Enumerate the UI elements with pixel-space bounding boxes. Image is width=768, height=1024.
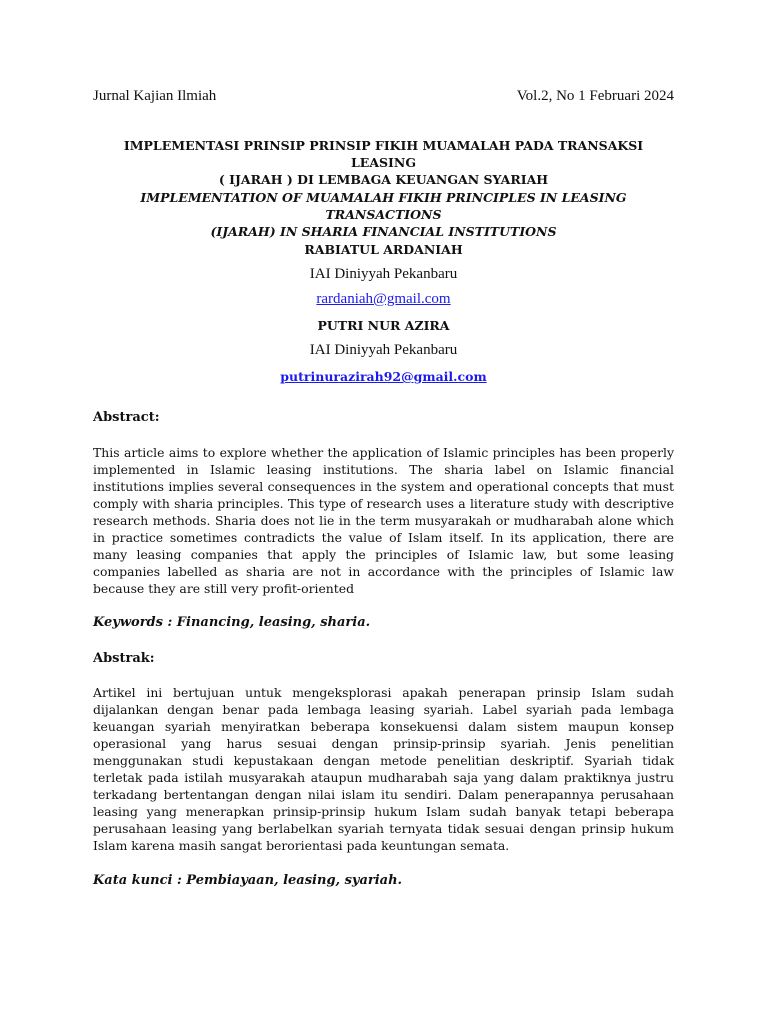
author-name-2: PUTRI NUR AZIRA — [317, 318, 450, 333]
keywords-english: Keywords : Financing, leasing, sharia. — [93, 615, 371, 630]
abstrak-heading: Abstrak: — [93, 651, 155, 666]
title-line-2: ( IJARAH ) DI LEMBAGA KEUANGAN SYARIAH — [218, 172, 549, 187]
author-email-link-1[interactable]: rardaniah@gmail.com — [316, 291, 451, 307]
author-affiliation-1: IAI Diniyyah Pekanbaru — [309, 266, 458, 282]
author-email-wrap-2 — [93, 368, 674, 386]
journal-name: Jurnal Kajian Ilmiah — [93, 88, 217, 104]
author-affiliation-2: IAI Diniyyah Pekanbaru — [309, 342, 458, 358]
paper-title-indonesian — [93, 137, 674, 188]
author-email-link-2[interactable]: putrinurazirah92@gmail.com — [280, 369, 487, 384]
abstrak-body: Artikel ini bertujuan untuk mengeksplorasi apakah penerapan prinsip Islam sudah dijalankan dengan benar pada lembaga leasing syariah. Label syariah pada lembaga keuangan syariah menyiratkan beberapa konsekuensi dalam sistem maupun konsep operasional yang harus sesuai dengan prinsip-prinsip syariah. Jenis penelitian menggunakan studi kepustakaan dengan metode penelitian deskriptif. Syariah tidak terletak pada istilah musyarakah ataupun mudharabah saja yang dalam praktiknya justru terkadang bertentangan dengan nilai islam itu sendiri. Dalam penerapannya perusahaan leasing yang menerapkan prinsip-prinsip hukum Islam sudah banyak tetapi beberapa perusahaan leasing yang berlabelkan syariah ternyata tidak sesuai dengan prinsip hukum Islam karena masih sangat berorientasi pada keuntungan semata. — [93, 685, 674, 853]
running-header — [93, 87, 674, 106]
keywords-indonesian: Kata kunci : Pembiayaan, leasing, syariah. — [93, 873, 403, 888]
title-line-1: IMPLEMENTASI PRINSIP PRINSIP FIKIH MUAMALAH PADA TRANSAKSI LEASING — [123, 138, 644, 170]
title-en-line-2: (IJARAH) IN SHARIA FINANCIAL INSTITUTIONS — [210, 224, 557, 239]
title-en-line-1: IMPLEMENTATION OF MUAMALAH FIKIH PRINCIPLES IN LEASING TRANSACTIONS — [140, 190, 627, 222]
abstract-heading: Abstract: — [93, 410, 160, 425]
paper-title-english — [93, 189, 674, 240]
abstract-body: This article aims to explore whether the application of Islamic principles has been properly implemented in Islamic leasing institutions. The sharia label on Islamic financial institutions implies several consequences in the system and operational concepts that must comply with sharia principles. This type of research uses a literature study with descriptive research methods. Sharia does not lie in the term musyarakah or mudharabah alone which in practice sometimes contradicts the value of Islam itself. In its application, there are many leasing companies that apply the principles of Islamic law, but some leasing companies labelled as sharia are not in accordance with the principles of Islamic law because they are still very profit-oriented — [93, 445, 674, 596]
author-name-1: RABIATUL ARDANIAH — [304, 242, 463, 257]
journal-volume: Vol.2, No 1 Februari 2024 — [516, 88, 674, 104]
author-email-wrap-1 — [93, 290, 674, 309]
